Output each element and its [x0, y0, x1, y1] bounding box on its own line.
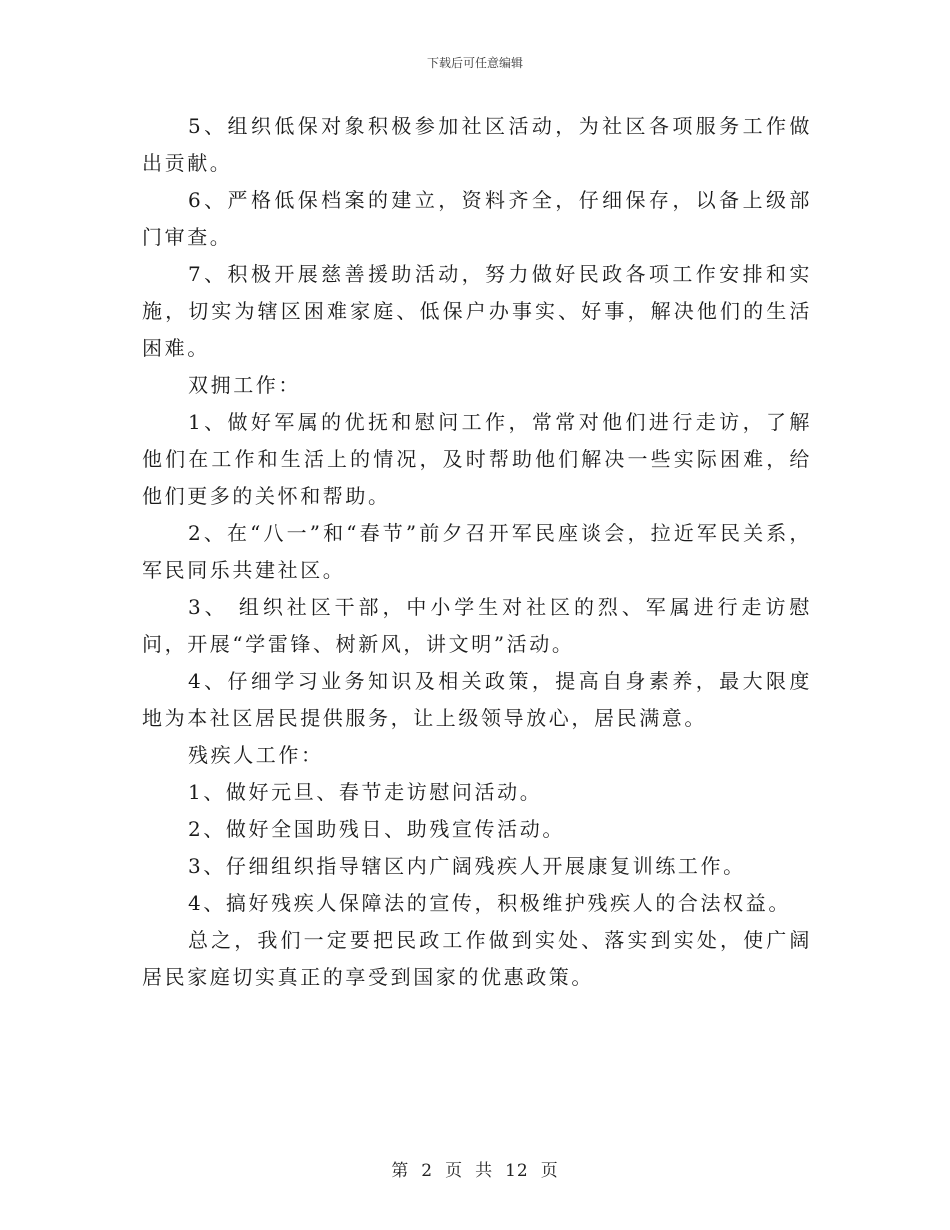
paragraph: 2、做好全国助残日、助残宣传活动。	[188, 817, 565, 841]
footer-ye: 页	[540, 1161, 559, 1181]
paragraph: 2、在“八一”和“春节”前夕召开军民座谈会，拉近军民关系，军民同乐共建社区。	[142, 521, 812, 582]
footer-ye: 页	[445, 1161, 464, 1181]
paragraph: 5、组织低保对象积极参加社区活动，为社区各项服务工作做出贡献。	[142, 114, 812, 175]
paragraph: 7、积极开展慈善援助活动，努力做好民政各项工作安排和实施，切实为辖区困难家庭、低保户办事实、好事，解决他们的生活困难。	[142, 262, 812, 360]
section-heading-disabled: 残疾人工作：	[188, 743, 324, 767]
document-body	[142, 108, 812, 996]
total-pages-number: 12	[505, 1161, 529, 1181]
paragraph: 3、仔细组织指导辖区内广阔残疾人开展康复训练工作。	[188, 854, 746, 878]
paragraph: 4、搞好残疾人保障法的宣传，积极维护残疾人的合法权益。	[188, 891, 791, 915]
paragraph: 1、做好元旦、春节走访慰问活动。	[188, 780, 543, 804]
paragraph: 1、做好军属的优抚和慰问工作，常常对他们进行走访，了解他们在工作和生活上的情况，及时帮助他们解决一些实际困难，给他们更多的关怀和帮助。	[142, 410, 812, 508]
page-footer	[0, 1156, 950, 1181]
section-heading-shuangyong: 双拥工作：	[188, 373, 301, 397]
page-header: 下载后可任意编辑	[426, 56, 523, 70]
paragraph: 3、 组织社区干部，中小学生对社区的烈、军属进行走访慰问，开展“学雷锋、树新风，讲文明”活动。	[142, 595, 812, 656]
paragraph: 6、严格低保档案的建立，资料齐全，仔细保存，以备上级部门审查。	[142, 188, 812, 249]
footer-gong: 共	[475, 1161, 494, 1181]
footer-di: 第	[391, 1161, 410, 1181]
current-page-number: 2	[421, 1161, 434, 1181]
conclusion-paragraph: 总之，我们一定要把民政工作做到实处、落实到实处，使广阔居民家庭切实真正的享受到国家的优惠政策。	[142, 928, 812, 989]
paragraph: 4、仔细学习业务知识及相关政策，提高自身素养，最大限度地为本社区居民提供服务，让上级领导放心，居民满意。	[142, 669, 812, 730]
